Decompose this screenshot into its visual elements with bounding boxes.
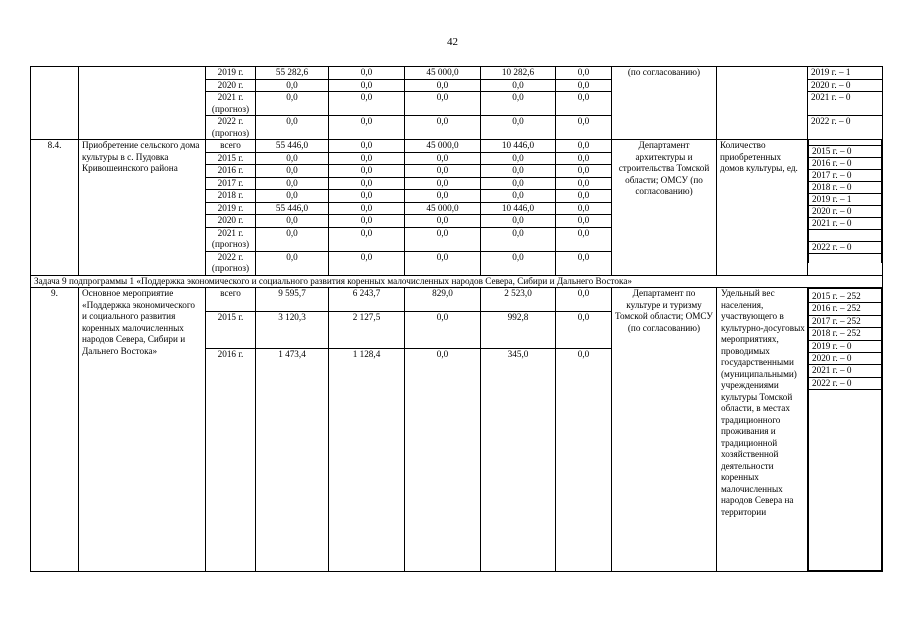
cell-year-text: 2022 г. (прогноз) — [211, 116, 250, 138]
cell-loc — [481, 288, 556, 312]
cell-fed — [329, 152, 405, 165]
cell-ext — [556, 92, 612, 116]
cell-indicator-values — [808, 140, 883, 276]
cell-total-text: 0,0 — [286, 92, 298, 102]
program-table — [30, 66, 883, 572]
cell-fed — [329, 251, 405, 275]
cell-total-text: 3 120,3 — [278, 312, 306, 323]
cell-total-text: 9 595,7 — [278, 288, 306, 298]
cell-loc — [481, 227, 556, 251]
cell-year-text: 2022 г. (прогноз) — [211, 251, 250, 273]
cell-loc — [481, 215, 556, 228]
cell-fed-text: 0,0 — [360, 116, 373, 126]
cell-total-text: 0,0 — [286, 79, 298, 90]
cell-reg-text: 0,0 — [436, 348, 449, 359]
indicator-value-row — [809, 206, 882, 218]
cell-total — [256, 140, 329, 153]
cell-ext — [556, 177, 612, 190]
cell-reg — [405, 92, 481, 116]
cell-indicator-value — [808, 92, 883, 116]
cell-fed — [329, 116, 405, 140]
indicator-value-row — [809, 242, 882, 254]
indicator-value: 2022 г. – 0 — [809, 242, 882, 254]
table-row — [31, 67, 883, 80]
indicator-value-row — [809, 146, 882, 158]
cell-fed-text: 0,0 — [360, 79, 373, 90]
item-name: Основное мероприятие «Поддержка экономического и социального развития коренных малочисленных народов Севера, Сибири и Дальнего Востока» — [82, 288, 195, 356]
cell-ext-text: 0,0 — [577, 67, 590, 77]
cell-fed-text: 0,0 — [360, 215, 373, 225]
cell-loc — [481, 312, 556, 348]
indicator-value-row — [809, 390, 882, 571]
cell-indicator-value — [808, 116, 883, 140]
cell-fed-text: 0,0 — [360, 190, 373, 200]
cell-total-text: 0,0 — [286, 152, 298, 163]
indicator-value-row — [809, 182, 882, 194]
cell-fed — [329, 177, 405, 190]
task-header-text: Задача 9 подпрограммы 1 «Поддержка экономического и социального развития коренных малочисленных народов Севера, Сибири и Дальнего Востока» — [34, 275, 632, 286]
cell-year — [206, 312, 256, 348]
cell-loc — [481, 177, 556, 190]
cell-reg — [405, 67, 481, 80]
cell-fed — [329, 202, 405, 215]
indicator-value-text: 2019 г. – 1 — [811, 67, 851, 77]
cell-year — [206, 92, 256, 116]
indicator-value: 2022 г. – 0 — [809, 377, 882, 389]
cell-year — [206, 140, 256, 153]
indicator-value-row — [809, 315, 882, 327]
task-row — [31, 275, 883, 288]
cell-ext-text: 0,0 — [577, 312, 590, 323]
cell-loc-text: 0,0 — [512, 79, 524, 90]
cell-ext — [556, 152, 612, 165]
cell-reg-text: 0,0 — [436, 215, 449, 225]
executor-text: (по согласованию) — [627, 67, 701, 77]
cell-total-text: 0,0 — [286, 177, 298, 188]
cell-year-text: 2019 г. — [217, 202, 244, 213]
cell-fed — [329, 312, 405, 348]
cell-ext-text: 0,0 — [577, 251, 590, 262]
cell-reg — [405, 348, 481, 572]
cell-year — [206, 202, 256, 215]
cell-total — [256, 67, 329, 80]
cell-ext-text: 0,0 — [577, 190, 590, 200]
cell-loc-text: 10 446,0 — [501, 140, 535, 150]
cell-loc-text: 10 282,6 — [501, 67, 535, 77]
cell-year — [206, 227, 256, 251]
cell-fed-text: 0,0 — [360, 67, 373, 77]
cell-total — [256, 348, 329, 572]
indicator-value — [809, 254, 882, 264]
cell-fed — [329, 288, 405, 312]
cell-total-text: 0,0 — [286, 116, 298, 126]
cell-total-text: 55 282,6 — [275, 67, 309, 77]
cell-ext-text: 0,0 — [577, 116, 590, 126]
cell-ext-text: 0,0 — [577, 140, 590, 150]
cell-year — [206, 190, 256, 203]
cell-indicator-value — [808, 79, 883, 92]
cell-ext-text: 0,0 — [577, 152, 590, 163]
cell-fed — [329, 67, 405, 80]
cell-indicator — [717, 288, 808, 572]
cell-total — [256, 177, 329, 190]
cell-ext — [556, 288, 612, 312]
cell-reg-text: 0,0 — [436, 165, 449, 175]
cell-total — [256, 165, 329, 178]
cell-loc-text: 0,0 — [512, 116, 524, 126]
cell-ext-text: 0,0 — [577, 227, 590, 238]
cell-executor — [612, 67, 717, 140]
indicator-value: 2018 г. – 252 — [809, 328, 882, 340]
cell-fed — [329, 165, 405, 178]
indicator-text: Количество приобретенных домов культуры, ед. — [720, 140, 798, 173]
cell-total — [256, 227, 329, 251]
indicator-value: 2021 г. – 0 — [809, 365, 882, 377]
indicator-value-text: 2021 г. – 0 — [811, 92, 851, 102]
cell-year — [206, 215, 256, 228]
cell-loc — [481, 165, 556, 178]
cell-reg-text: 0,0 — [436, 152, 449, 163]
indicator-value-text: 2022 г. – 0 — [811, 116, 851, 126]
cell-reg-text: 0,0 — [436, 92, 449, 102]
indicator-text: Удельный вес населения, участвующего в культурно-досуговых мероприятиях, проводимых государственными (муниципальными) учреждениями культуры Томской области, в местах традиционного проживания и традиционной хозяйственной деятельности коренных малочисленных народов Севера на территории — [721, 288, 805, 517]
cell-reg-text: 45 000,0 — [426, 140, 459, 150]
cell-year-text: 2019 г. — [217, 67, 244, 77]
indicator-value: 2020 г. – 0 — [809, 206, 882, 218]
cell-loc — [481, 92, 556, 116]
indicator-value-row — [809, 194, 882, 206]
task-header — [31, 275, 883, 288]
cell-ext-text: 0,0 — [577, 92, 590, 102]
cell-year — [206, 251, 256, 275]
item-number: 9. — [51, 288, 58, 298]
cell-total-text: 0,0 — [286, 251, 298, 262]
cell-reg — [405, 227, 481, 251]
indicator-value: 2018 г. – 0 — [809, 182, 882, 194]
cell-total — [256, 190, 329, 203]
cell-fed-text: 0,0 — [360, 251, 373, 262]
cell-ext-text: 0,0 — [577, 177, 590, 188]
cell-total — [256, 215, 329, 228]
cell-total — [256, 92, 329, 116]
cell-loc-text: 0,0 — [512, 92, 524, 102]
cell-name — [79, 288, 206, 572]
cell-loc-text: 345,0 — [507, 348, 529, 359]
cell-ext — [556, 190, 612, 203]
page-number: 42 — [447, 36, 458, 48]
cell-loc — [481, 202, 556, 215]
cell-executor — [612, 288, 717, 572]
cell-num — [31, 288, 79, 572]
cell-total — [256, 79, 329, 92]
cell-year — [206, 67, 256, 80]
indicator-value-row — [809, 365, 882, 377]
cell-loc — [481, 348, 556, 572]
cell-reg-text: 0,0 — [436, 116, 449, 126]
cell-total-text: 0,0 — [286, 215, 298, 225]
indicator-value: 2015 г. – 0 — [809, 146, 882, 158]
cell-ext — [556, 140, 612, 153]
cell-loc-text: 0,0 — [512, 152, 524, 163]
cell-loc — [481, 116, 556, 140]
indicator-value: 2015 г. – 252 — [809, 289, 882, 303]
cell-loc — [481, 251, 556, 275]
cell-year — [206, 177, 256, 190]
cell-ext-text: 0,0 — [577, 348, 590, 359]
cell-fed-text: 0,0 — [360, 227, 373, 238]
item-number: 8.4. — [47, 140, 62, 150]
cell-total — [256, 312, 329, 348]
cell-loc-text: 0,0 — [512, 165, 524, 175]
cell-reg-text: 45 000,0 — [426, 67, 459, 77]
indicator-value-row — [809, 303, 882, 315]
cell-ext — [556, 79, 612, 92]
cell-ext-text: 0,0 — [577, 288, 590, 298]
cell-ext-text: 0,0 — [577, 202, 590, 213]
indicator-value-row — [809, 218, 882, 230]
indicator-value-row — [809, 254, 882, 264]
cell-executor — [612, 140, 717, 276]
cell-year-text: 2020 г. — [217, 79, 244, 90]
cell-reg — [405, 116, 481, 140]
cell-fed — [329, 215, 405, 228]
cell-reg — [405, 215, 481, 228]
indicator-value-row — [809, 170, 882, 182]
indicator-values-table — [808, 140, 882, 263]
cell-name — [79, 67, 206, 140]
cell-indicator — [717, 67, 808, 140]
cell-reg — [405, 251, 481, 275]
cell-ext-text: 0,0 — [577, 165, 590, 175]
cell-ext — [556, 165, 612, 178]
cell-indicator-values — [808, 288, 883, 572]
cell-loc-text: 10 446,0 — [501, 202, 535, 213]
cell-fed — [329, 348, 405, 572]
cell-name — [79, 140, 206, 276]
cell-fed — [329, 227, 405, 251]
cell-fed-text: 6 243,7 — [352, 288, 381, 298]
cell-total-text: 0,0 — [286, 165, 298, 175]
cell-year-text: 2021 г. (прогноз) — [211, 227, 250, 249]
indicator-value: 2021 г. – 0 — [809, 218, 882, 230]
item-name: Приобретение сельского дома культуры в с. Пудовка Кривошеинского района — [82, 140, 200, 173]
cell-fed-text: 0,0 — [360, 177, 373, 188]
cell-reg — [405, 288, 481, 312]
indicator-value: 2019 г. – 1 — [809, 194, 882, 206]
cell-loc-text: 2 523,0 — [504, 288, 532, 298]
cell-loc-text: 992,8 — [507, 312, 529, 323]
indicator-value: 2017 г. – 252 — [809, 315, 882, 327]
indicator-value-row — [809, 328, 882, 340]
cell-fed — [329, 92, 405, 116]
cell-total-text: 55 446,0 — [275, 140, 309, 150]
cell-reg — [405, 152, 481, 165]
cell-ext — [556, 251, 612, 275]
cell-year-text: 2020 г. — [217, 215, 244, 225]
cell-total — [256, 152, 329, 165]
indicator-value: 2019 г. – 0 — [809, 340, 882, 352]
table-row — [31, 140, 883, 153]
cell-ext — [556, 348, 612, 572]
cell-year — [206, 79, 256, 92]
cell-year — [206, 348, 256, 572]
indicator-value: 2016 г. – 252 — [809, 303, 882, 315]
cell-fed-text: 0,0 — [360, 202, 373, 213]
cell-total — [256, 202, 329, 215]
cell-year — [206, 152, 256, 165]
cell-loc-text: 0,0 — [512, 177, 524, 188]
executor-text: Департамент архитектуры и строительства Томской области; ОМСУ (по согласованию) — [618, 140, 710, 196]
cell-year — [206, 288, 256, 312]
cell-loc — [481, 190, 556, 203]
cell-year-text: 2018 г. — [217, 190, 244, 200]
cell-year-text: 2016 г. — [217, 348, 244, 359]
cell-fed-text: 2 127,5 — [352, 312, 381, 323]
cell-total — [256, 116, 329, 140]
cell-reg — [405, 177, 481, 190]
indicator-value-row — [809, 377, 882, 389]
cell-loc-text: 0,0 — [512, 227, 524, 238]
cell-reg-text: 0,0 — [436, 251, 449, 262]
cell-indicator-value — [808, 67, 883, 80]
cell-num — [31, 140, 79, 276]
indicator-value — [809, 230, 882, 242]
cell-fed — [329, 79, 405, 92]
cell-loc-text: 0,0 — [512, 190, 524, 200]
indicator-value: 2016 г. – 0 — [809, 158, 882, 170]
cell-year-text: 2015 г. — [217, 152, 244, 163]
indicator-value-blank — [809, 390, 882, 571]
cell-indicator — [717, 140, 808, 276]
cell-ext — [556, 312, 612, 348]
cell-total — [256, 251, 329, 275]
cell-fed-text: 0,0 — [360, 152, 373, 163]
cell-fed-text: 0,0 — [360, 165, 373, 175]
cell-reg — [405, 79, 481, 92]
cell-loc-text: 0,0 — [512, 251, 524, 262]
cell-reg-text: 0,0 — [436, 227, 449, 238]
cell-loc — [481, 140, 556, 153]
cell-year-text: всего — [220, 140, 241, 150]
cell-ext — [556, 116, 612, 140]
cell-ext — [556, 215, 612, 228]
cell-ext — [556, 227, 612, 251]
indicator-value-row — [809, 230, 882, 242]
indicator-value-row — [809, 353, 882, 365]
executor-text: Департамент по культуре и туризму Томской области; ОМСУ (по согласованию) — [615, 288, 713, 333]
cell-reg-text: 0,0 — [436, 190, 449, 200]
cell-total-text: 55 446,0 — [275, 202, 309, 213]
cell-total-text: 0,0 — [286, 227, 298, 238]
cell-year-text: 2015 г. — [217, 312, 244, 323]
cell-reg-text: 829,0 — [432, 288, 453, 298]
cell-ext-text: 0,0 — [577, 79, 590, 90]
indicator-value-row — [809, 340, 882, 352]
cell-loc — [481, 79, 556, 92]
cell-total-text: 0,0 — [286, 190, 298, 200]
cell-ext — [556, 67, 612, 80]
cell-loc-text: 0,0 — [512, 215, 524, 225]
cell-reg — [405, 165, 481, 178]
cell-reg-text: 0,0 — [436, 79, 449, 90]
indicator-values-table — [808, 288, 882, 571]
cell-reg-text: 0,0 — [436, 312, 449, 323]
cell-fed-text: 1 128,4 — [352, 348, 381, 359]
cell-loc — [481, 152, 556, 165]
cell-total-text: 1 473,4 — [278, 348, 306, 359]
cell-year-text: всего — [220, 288, 241, 298]
cell-total — [256, 288, 329, 312]
indicator-value-text: 2020 г. – 0 — [811, 79, 851, 90]
indicator-value: 2017 г. – 0 — [809, 170, 882, 182]
cell-ext-text: 0,0 — [577, 215, 590, 225]
cell-fed — [329, 140, 405, 153]
cell-ext — [556, 202, 612, 215]
cell-reg — [405, 140, 481, 153]
indicator-value-row — [809, 289, 882, 303]
cell-fed-text: 0,0 — [360, 140, 373, 150]
cell-year-text: 2021 г. (прогноз) — [211, 92, 250, 114]
indicator-value-row — [809, 158, 882, 170]
cell-year-text: 2016 г. — [217, 165, 244, 175]
cell-fed — [329, 190, 405, 203]
indicator-value: 2020 г. – 0 — [809, 353, 882, 365]
cell-fed-text: 0,0 — [360, 92, 373, 102]
cell-year — [206, 116, 256, 140]
cell-reg — [405, 202, 481, 215]
cell-num — [31, 67, 79, 140]
cell-reg-text: 0,0 — [436, 177, 449, 188]
cell-reg — [405, 190, 481, 203]
cell-year-text: 2017 г. — [217, 177, 244, 188]
cell-reg-text: 45 000,0 — [426, 202, 459, 213]
cell-year — [206, 165, 256, 178]
table-row — [31, 288, 883, 312]
cell-loc — [481, 67, 556, 80]
cell-reg — [405, 312, 481, 348]
